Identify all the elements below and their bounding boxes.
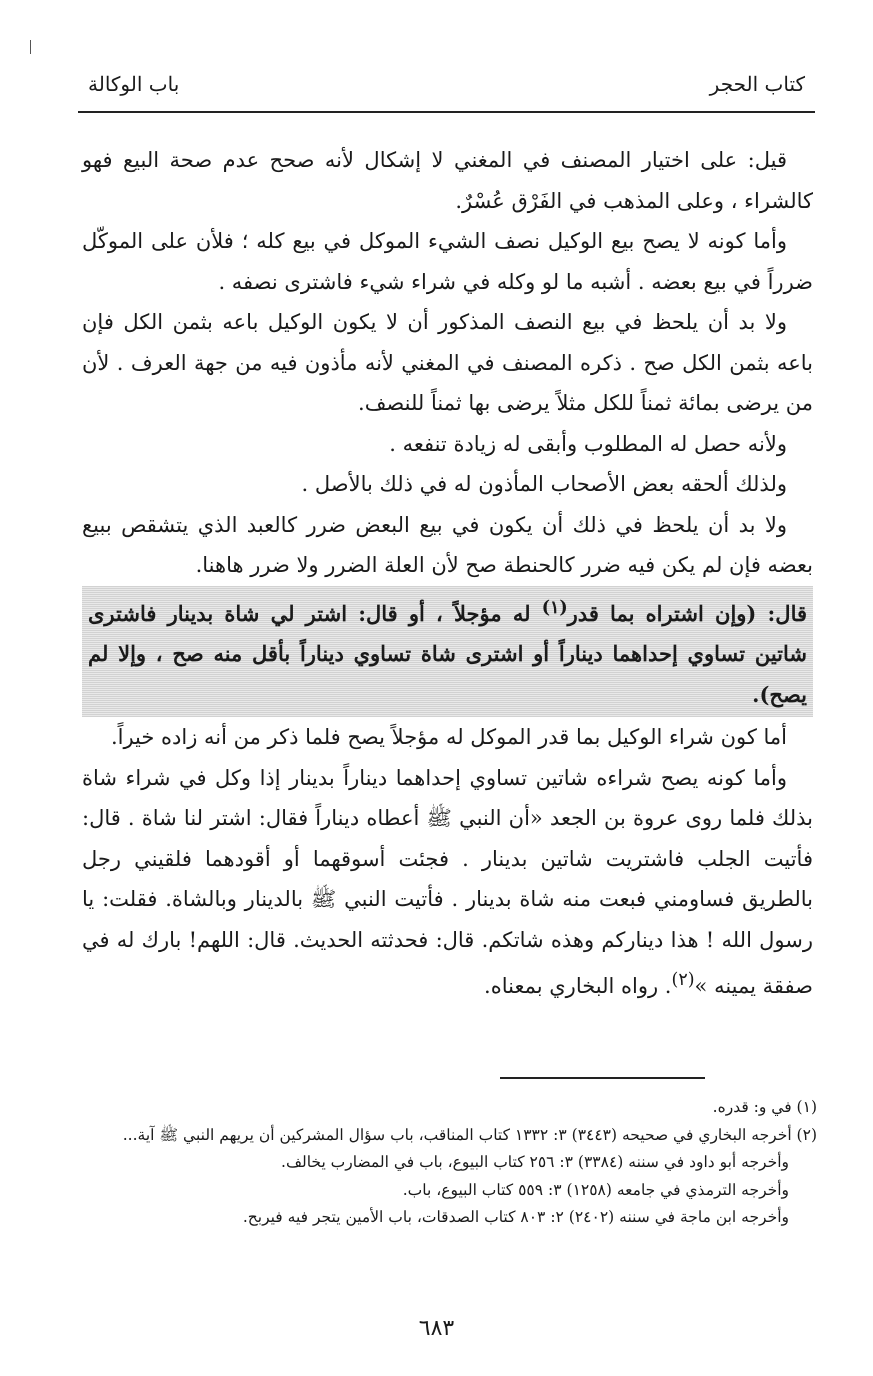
footnote-ref-2: (٢) (671, 970, 695, 990)
paragraph-8 (82, 758, 813, 1007)
footnote-2-tirmidhi: وأخرجه الترمذي في جامعه (١٢٥٨) ٣: ٥٥٩ كتاب البيوع، باب. (402, 1180, 789, 1199)
page-number: ٦٨٣ (418, 1316, 455, 1341)
header-book-title: كتاب الحجر (709, 72, 805, 96)
paragraph-4: ولأنه حصل له المطلوب وأبقى له زيادة تنفعه . (389, 431, 787, 456)
ruling-text-start: قال: (وإن اشتراه بما قدر (567, 600, 808, 626)
footnote-rule (500, 1077, 705, 1079)
header-rule (78, 111, 815, 113)
running-header (80, 72, 813, 102)
footnote-ref-1: (١) (541, 597, 568, 618)
hadith-text: وأما كونه يصح شراءه شاتين تساوي إحداهما ديناراً بدينار إذا وكل في شراء شاة بذلك فلما روى عروة بن الجعد «أن النبي ﷺ أعطاه ديناراً فقال: اشتر لنا شاة . قال: فأتيت الجلب فاشتريت شاتين بدينار . فجئت أسوقهما أو أقودهما فلقيني رجل بالطريق فساومني فبعت منه شاة بدينار . فأتيت النبي ﷺ بالدينار وبالشاة. فقلت: يا رسول الله ! هذا ديناركم وهذه شاتكم. قال: فحدثته الحديث. قال: اللهم! بارك له في صفقة يمينه » (82, 765, 813, 998)
footnote-2-ibnmajah: وأخرجه ابن ماجة في سننه (٢٤٠٢) ٢: ٨٠٣ كتاب الصدقات، باب الأمين يتجر فيه فيربح. (242, 1208, 789, 1226)
paragraph-3: ولا بد أن يلحظ في بيع النصف المذكور أن لا يكون الوكيل باعه بثمن الكل فإن باعه بثمن الكل صح . ذكره المصنف في المغني لأنه مأذون فيه من جهة العرف . لأن من يرضى بمائة ثمناً للكل مثلاً يرضى بها ثمناً للنصف. (82, 310, 813, 415)
paragraph-6: ولا بد أن يلحظ في ذلك أن يكون في بيع البعض ضرر كالعبد الذي يتشقص ببيع بعضه فإن لم يكن فيه ضرر كالحنطة صح لأن العلة الضرر ولا ضرر هاهنا. (82, 512, 813, 577)
main-text (82, 140, 813, 1007)
header-chapter-title: باب الوكالة (88, 72, 180, 96)
paragraph-7: أما كون شراء الوكيل بما قدر الموكل له مؤجلاً يصح فلما ذكر من أنه زاده خيراً. (110, 725, 787, 749)
corner-mark (30, 40, 31, 54)
paragraph-5: ولذلك ألحقه بعض الأصحاب المأذون له في ذلك بالأصل . (301, 472, 787, 496)
footnotes (82, 1094, 817, 1232)
footnote-2-abudawud: وأخرجه أبو داود في سننه (٣٣٨٤) ٣: ٢٥٦ كتاب البيوع، باب في المضارب يخالف. (281, 1153, 789, 1171)
hadith-source: . رواه البخاري بمعناه. (484, 974, 672, 998)
paragraph-2: وأما كونه لا يصح بيع الوكيل نصف الشيء الموكل في بيع كله ؛ فلأن على الموكّل ضرراً في بيع بعضه . أشبه ما لو وكله في شراء شيء فاشترى نصفه . (82, 229, 813, 294)
footnote-2: (٢) أخرجه البخاري في صحيحه (٣٤٤٣) ٣: ١٣٣٢ كتاب المناقب، باب سؤال المشركين أن يريهم النبي ﷺ آية... (122, 1125, 817, 1144)
footnote-1: (١) في و: قدره. (712, 1098, 817, 1116)
ruling-text-highlighted (82, 586, 813, 718)
ruling-text-end: له مؤجلاً ، أو قال: اشتر لي شاة بدينار فاشترى شاتين تساوي إحداهما ديناراً أو اشترى شاة تساوي ديناراً بأقل منه صح ، وإلا لم يصح). (88, 600, 807, 707)
paragraph-1: قيل: على اختيار المصنف في المغني لا إشكال لأنه صحح عدم صحة البيع فهو كالشراء ، وعلى المذهب في الفَرْق عُسْرٌ. (82, 148, 813, 213)
